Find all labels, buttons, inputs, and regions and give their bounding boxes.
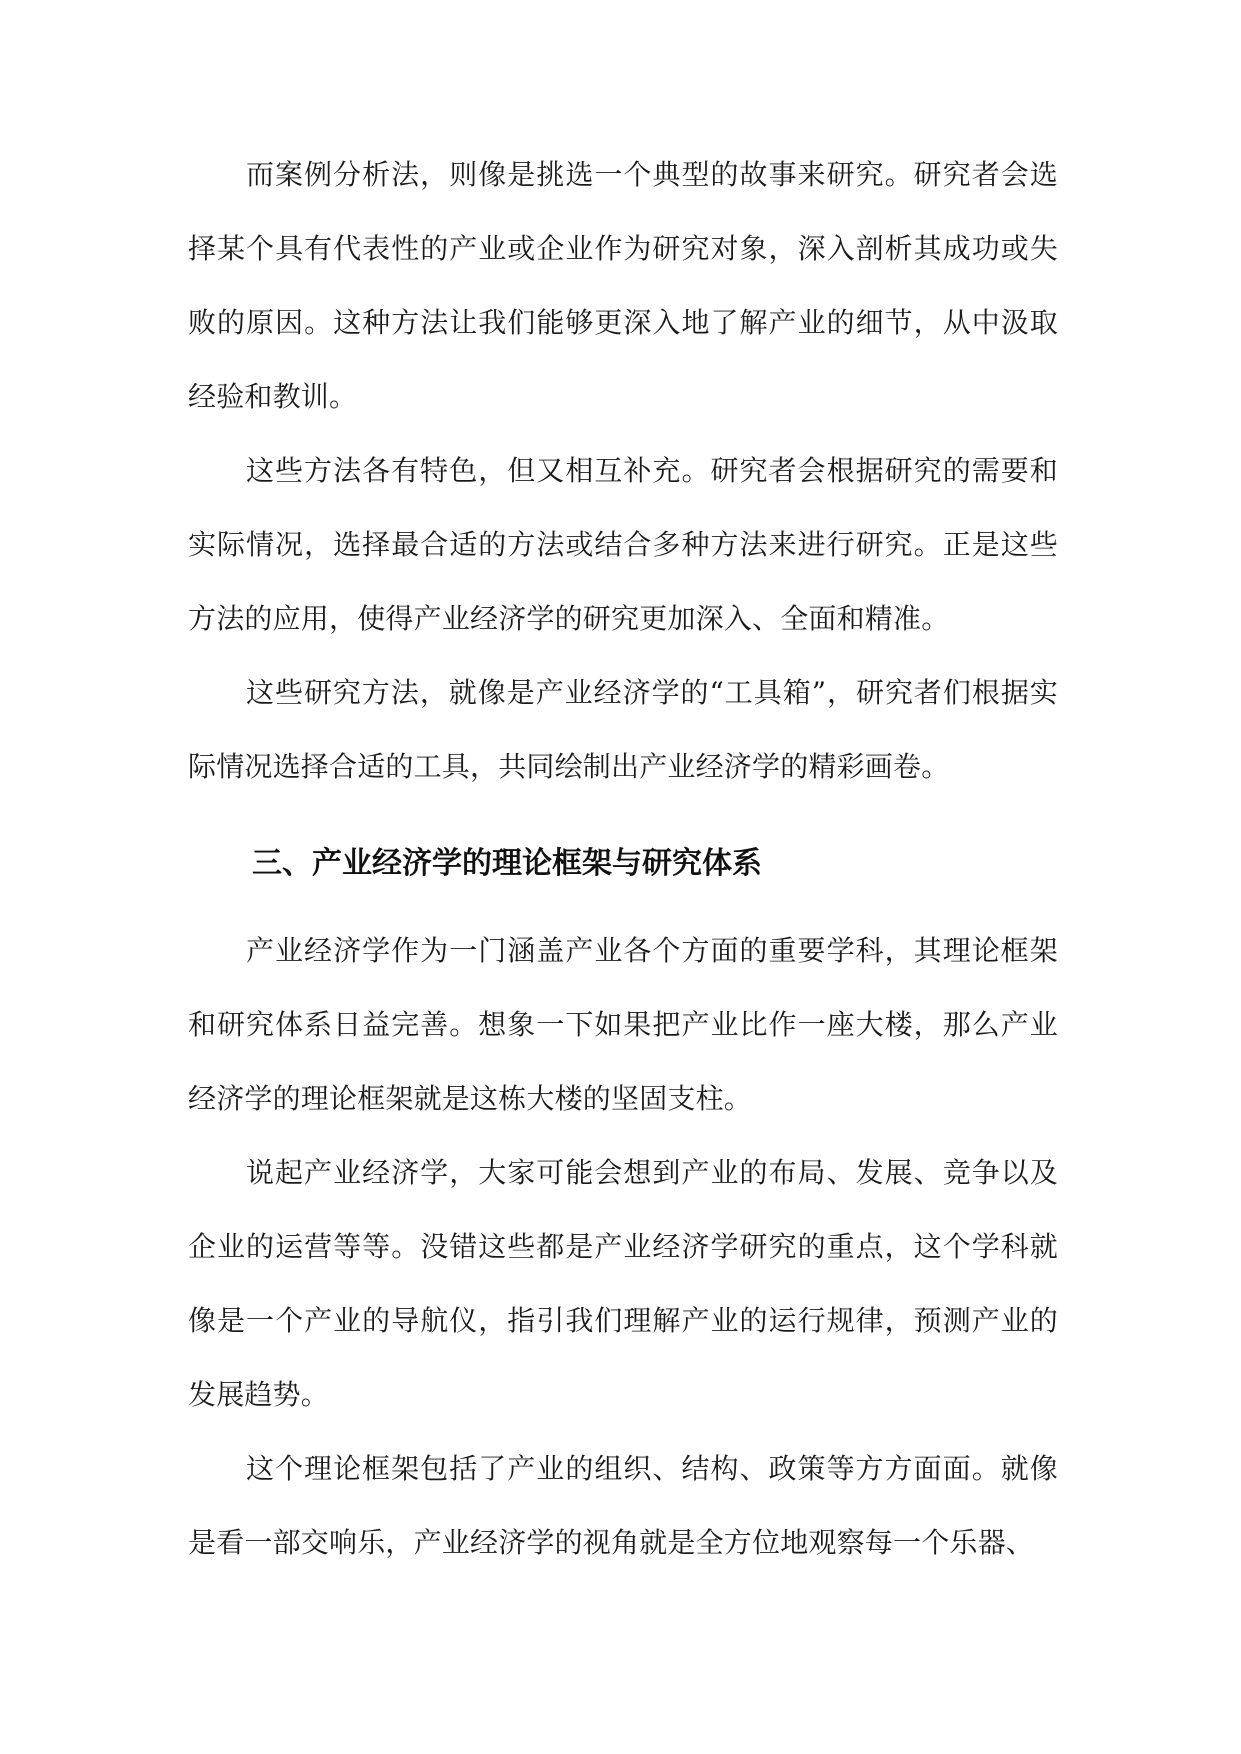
paragraph-toolbox: 这些研究方法，就像是产业经济学的“工具箱”，研究者们根据实际情况选择合适的工具，共同绘制出产业经济学的精彩画卷。 (188, 676, 1058, 783)
paragraph-methods-complement: 这些方法各有特色，但又相互补充。研究者会根据研究的需要和实际情况，选择最合适的方法或结合多种方法来进行研究。正是这些方法的应用，使得产业经济学的研究更加深入、全面和精准。 (188, 454, 1058, 635)
paragraph-framework-scope: 这个理论框架包括了产业的组织、结构、政策等方方面面。就像是看一部交响乐，产业经济学的视角就是全方位地观察每一个乐器、 (188, 1452, 1058, 1559)
document-body (188, 138, 1058, 1580)
paragraph-research-focus: 说起产业经济学，大家可能会想到产业的布局、发展、竞争以及企业的运营等等。没错这些都是产业经济学研究的重点，这个学科就像是一个产业的导航仪，指引我们理解产业的运行规律，预测产业的发展趋势。 (188, 1156, 1058, 1411)
paragraph-framework-intro: 产业经济学作为一门涵盖产业各个方面的重要学科，其理论框架和研究体系日益完善。想象一下如果把产业比作一座大楼，那么产业经济学的理论框架就是这栋大楼的坚固支柱。 (188, 934, 1058, 1115)
paragraph-case-study: 而案例分析法，则像是挑选一个典型的故事来研究。研究者会选择某个具有代表性的产业或企业作为研究对象，深入剖析其成功或失败的原因。这种方法让我们能够更深入地了解产业的细节，从中汲取经验和教训。 (188, 158, 1058, 413)
section-heading: 三、产业经济学的理论框架与研究体系 (252, 846, 762, 881)
